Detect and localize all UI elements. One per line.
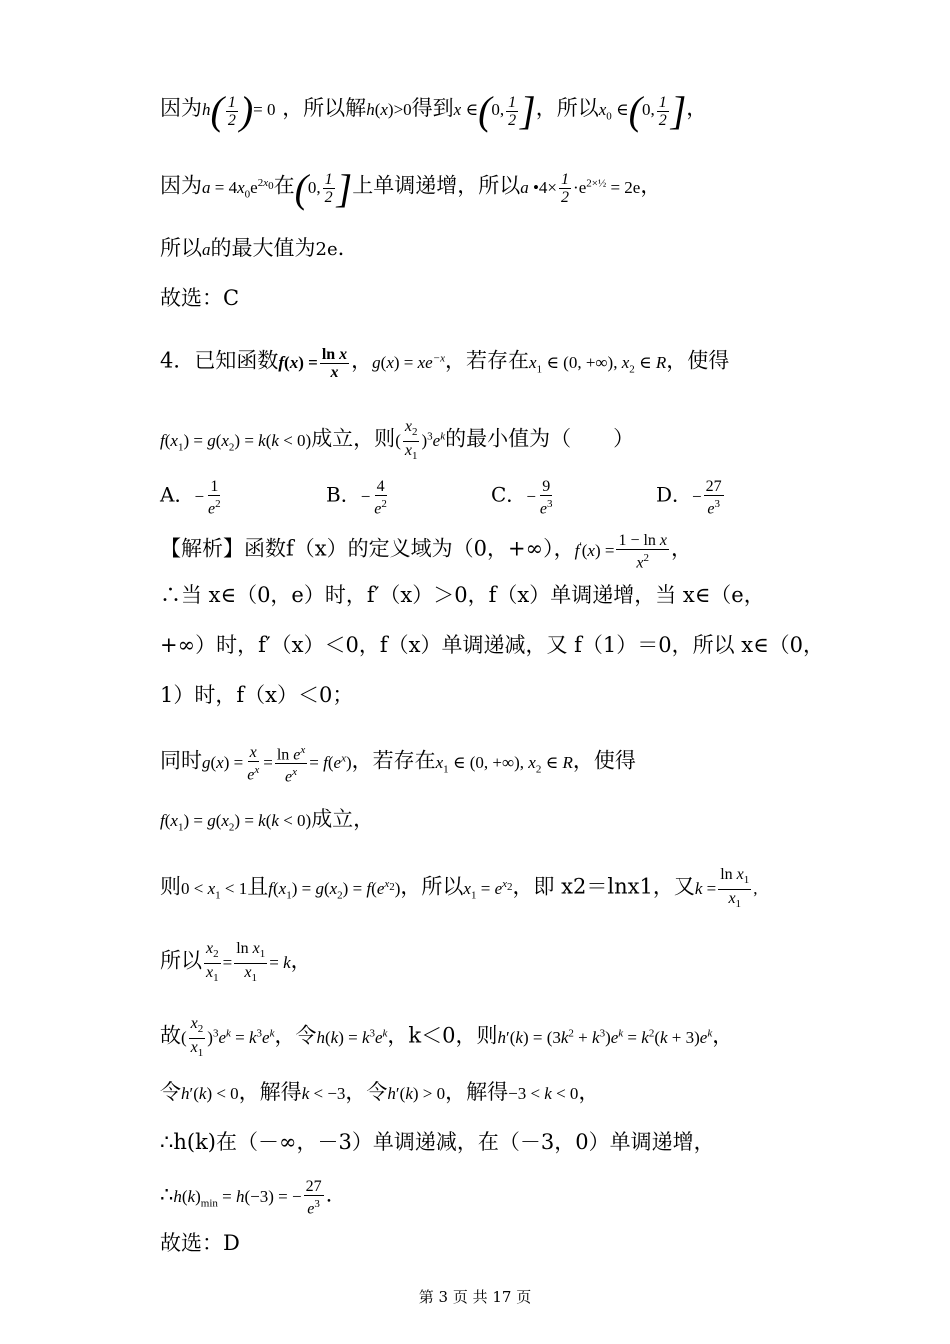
text: 成立，则 <box>311 426 396 451</box>
solution-line-11: ∴h(k)在（－∞，－3）单调递减，在（－3，0）单调递增， <box>160 1130 715 1154</box>
text: 令 <box>160 1080 181 1104</box>
formula: $f(x_1) = g(x_2) = f(e^{x_2})$ <box>268 877 401 901</box>
formula: − $\frac{4}{e^2}$ <box>360 478 387 518</box>
question-4-line-2 <box>160 418 910 465</box>
text: ，若存在 <box>445 348 530 373</box>
formula: h(x)>0 <box>366 100 412 119</box>
solution-line-2: ∴当 x∈（0，e）时，f′（x）＞0，f（x）单调递增，当 x∈（e， <box>160 583 765 607</box>
text: ， <box>351 348 373 373</box>
text: ， <box>671 536 693 561</box>
formula: h′(k) > 0 <box>387 1084 446 1103</box>
solution-line-10 <box>160 1077 910 1109</box>
text: ，解得 <box>238 1080 302 1104</box>
solution-line-6 <box>160 804 910 842</box>
line-2 <box>160 165 910 211</box>
text: 上单调递增，所以 <box>352 173 521 198</box>
formula: $\frac{x_2}{x_1}$ = $\frac{\ln x_1}{x_1}$ = k <box>206 940 291 985</box>
solution-line-1 <box>160 531 910 571</box>
solution-line-12 <box>160 1178 910 1218</box>
formula: k = $\frac{\ln x_1}{x_1}$ , <box>694 866 758 911</box>
text: ，所以解 <box>282 96 367 120</box>
text: 因为 <box>160 173 202 198</box>
solution-line-13: 故选：D <box>160 1231 240 1255</box>
formula: $a = 4x_0e^{2x_0}$ <box>202 177 274 201</box>
formula: a •4× $\frac{1}{2}$ $\cdot e^{2\times\frac{1}{2}} = 2e$ <box>520 171 641 207</box>
solution-line-9 <box>160 1015 910 1062</box>
text: ， <box>640 173 662 198</box>
text: ，使得 <box>666 348 730 373</box>
text: ，令 <box>274 1023 317 1048</box>
text: 所以 <box>160 948 202 973</box>
formula: − $\frac{27}{e^3}$ <box>692 478 722 518</box>
formula: $x_1$ ∈ (0, +∞), $x_2$ ∈ R <box>529 352 667 376</box>
value: 2e <box>315 239 338 260</box>
line-3 <box>160 233 910 265</box>
formula: x ∈(0, $\frac{1}{2}$ ] <box>453 88 536 134</box>
text: 且 <box>247 874 269 899</box>
text: 成立， <box>311 807 375 831</box>
text: ，所以 <box>535 96 599 120</box>
line-1 <box>160 88 910 134</box>
formula: $x_1 = e^{x_2}$ <box>463 877 513 901</box>
text: 的最大值为 <box>210 236 316 260</box>
option-d[interactable] <box>656 478 726 517</box>
text: 则 <box>160 874 181 899</box>
text: ，即 x2＝lnx1，又 <box>512 874 695 899</box>
formula: f′(x) = $\frac{\text{1 − ln x}}{x^2}$ <box>574 532 668 572</box>
text: 4．已知函数 <box>160 348 279 373</box>
solution-line-7 <box>160 866 910 913</box>
formula: $x_1$ ∈ (0, +∞), $x_2$ ∈ R <box>435 752 573 776</box>
option-label: C． <box>491 482 527 507</box>
solution-line-5 <box>160 742 910 786</box>
formula: ( $\frac{x_2}{x_1}$ )$^3e^k = k^3e^k$ <box>181 1015 275 1060</box>
formula: $x_0$ ∈(0, $\frac{1}{2}$ ] <box>598 88 687 134</box>
text: ，所以 <box>400 874 464 899</box>
page-footer: 第 3 页 共 17 页 <box>418 1288 532 1306</box>
text: 同时 <box>160 748 202 773</box>
option-label: A． <box>160 482 195 507</box>
formula: a <box>202 240 211 259</box>
formula: $h(k)_{min} = h(-3)$ = − $\frac{27}{e^3}$ <box>173 1178 322 1218</box>
text: ， <box>578 1080 600 1104</box>
text: . <box>325 1182 333 1207</box>
formula: h′(k) < 0 <box>181 1084 239 1103</box>
text: ，k＜0，则 <box>387 1023 498 1048</box>
formula: g(x) = $\frac{x}{e^x}$ = $\frac{\ln e^x}{e^x}$ = $f(e^x)$ <box>202 744 352 786</box>
formula: ( $\frac{x_2}{x_1}$ )$^3e^k$ <box>395 418 446 463</box>
text: 【解析】函数 <box>160 536 286 561</box>
solution-line-3: +∞）时，f′（x）＜0，f（x）单调递减，又 f（1）＝0，所以 x∈（0， <box>160 633 825 657</box>
option-b[interactable] <box>326 478 391 517</box>
text: 因为 <box>160 96 202 120</box>
formula: $f(x_1) = g(x_2) = k(k < 0)$ <box>160 811 312 834</box>
text: ，令 <box>345 1080 388 1104</box>
line-4: 故选：C <box>160 286 240 310</box>
solution-line-4: 1）时，f（x）＜0； <box>160 683 354 707</box>
text: 所以 <box>160 236 202 260</box>
text: f（x）的定义域为（0，+∞）， <box>286 536 575 561</box>
text: 故 <box>160 1023 181 1048</box>
text: ， <box>686 96 708 120</box>
text: . <box>337 236 345 260</box>
formula: − $\frac{9}{e^3}$ <box>526 478 553 518</box>
formula: − $\frac{1}{e^2}$ <box>194 478 221 518</box>
option-c[interactable] <box>491 478 557 517</box>
formula: $g(x) = xe^{-x}$ <box>372 352 446 372</box>
text: 的最小值为（ ） <box>445 426 635 451</box>
formula: k < −3 <box>301 1084 346 1103</box>
text: 在 <box>273 173 295 198</box>
text: ， <box>290 948 312 973</box>
text: ∴ <box>160 1182 174 1207</box>
text: ，使得 <box>572 748 636 773</box>
formula: −3 < k < 0 <box>508 1084 579 1103</box>
option-label: D． <box>656 482 693 507</box>
formula: $0 < x_1 < 1$ <box>181 878 248 901</box>
option-label: B． <box>326 482 361 507</box>
text: ，若存在 <box>351 748 436 773</box>
text: ， <box>712 1023 734 1048</box>
formula: $f(x_1) = g(x_2) = k(k < 0)$ <box>160 430 312 453</box>
formula: $h'(k) = (3k^2 + k^3)e^k = k^2(k + 3)e^k$ <box>497 1026 713 1047</box>
question-4 <box>160 343 910 384</box>
text: 得到 <box>411 96 454 120</box>
option-a[interactable] <box>160 478 225 517</box>
formula: $h(k) = k^3e^k$ <box>316 1026 388 1047</box>
formula: h( $\frac{1}{2}$ )= 0 <box>202 88 276 134</box>
formula: (0, $\frac{1}{2}$ ] <box>294 165 353 211</box>
solution-line-8 <box>160 940 910 987</box>
formula: f(x) = $\frac{\text{ln x}}{x}$ <box>278 346 348 382</box>
text: ，解得 <box>445 1080 509 1104</box>
